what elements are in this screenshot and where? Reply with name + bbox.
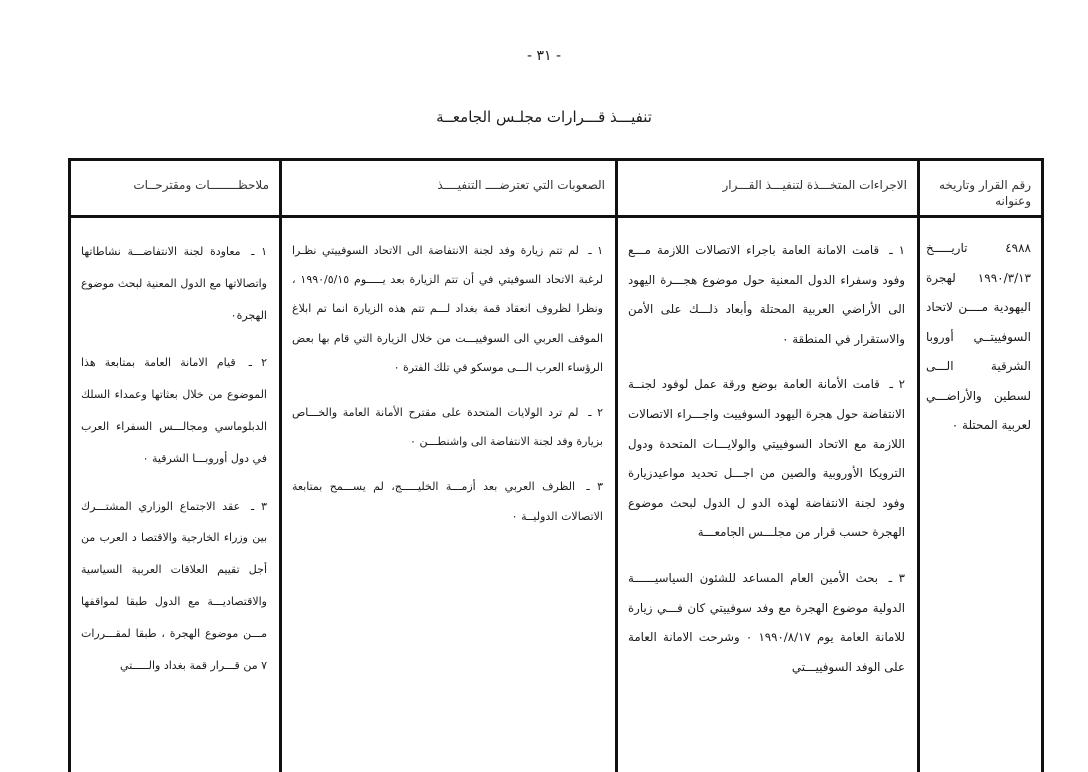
- difficulty-text: لم تتم زيارة وفد لجنة الانتفاضة الى الاتحاد السوفييتي نظـرا لرغبة الاتحاد السوفيتي في أن تتم الزيارة بعد يـــــوم ١٩٩٠/٥/١٥ ، ونظرا لظروف انعقاد قمة بغداد لـــم تتم هذه الزيارة انما تم ابلاغ الموقف العربي الى السوفييـــت من خلال الزيارة التي قام بها بعض الرؤساء العرب الـــى موسكو في تلك الفترة ٠: [292, 244, 604, 374]
- difficulty-text: الظرف العربي بعد أزمـــة الخليـــــج، لم يســـمح بمتابعة الاتصالات الدوليــة ٠: [292, 480, 603, 523]
- resolutions-table: [68, 158, 1044, 772]
- resolution-column: [917, 161, 1041, 772]
- remark-number: ٢ ـ: [248, 356, 267, 370]
- difficulty-item: [292, 236, 603, 382]
- difficulty-item: [292, 472, 603, 530]
- measure-item: [628, 370, 905, 548]
- remark-item: [81, 236, 267, 331]
- difficulties-cell: [282, 218, 615, 531]
- remark-text: قيام الامانة العامة بمتابعة هذا الموضوع من خلال بعثاتها وعمداء السلك الدبلوماسي ومجالـــس السفراء العرب في دول أوروبـــا الشرقية ٠: [81, 356, 267, 465]
- remark-number: ٣ ـ: [251, 499, 267, 513]
- resolution-text: ٤٩٨٨ تاريـــــخ ١٩٩٠/٣/١٣ لهجرة اليهودية مــــن لاتحاد السوفييتــي أوروبا الشرقية الـــى لسطين والأراضـــي لعربية المحتلة ٠: [926, 241, 1031, 432]
- difficulty-number: ٢ ـ: [588, 406, 603, 420]
- measure-number: ٣ ـ: [888, 570, 905, 585]
- document-title: تنفيـــذ قـــرارات مجلـس الجامعــة: [436, 108, 652, 126]
- measure-text: قامت الامانة العامة باجراء الاتصالات اللازمة مـــع وفود وسفراء الدول المعنية حول موضوع هجـــرة اليهود الى الأراضي العربية المحتلة وأبعاد ذلـــك على الأمن والاستقرار في المنطقة ٠: [628, 243, 905, 346]
- remarks-cell: [71, 218, 279, 681]
- remarks-column-header: ملاحظــــــــات ومقترحــات: [71, 161, 279, 218]
- measure-text: قامت الأمانة العامة بوضع ورقة عمل لوفود لجنــة الانتفاضة حول هجرة اليهود السوفييت واجـــراء الاتصالات اللازمة مع الاتحاد السوفييتي والولايـــات المتحدة ودول الترويكا الأوروبية والصين من اجـــل تحديد مواعيدزيارة وفود لجنة الانتفاضة لهذه الدو ل الدول لبحث موضوع الهجرة حسب قرار من مجلـــس الجامعـــة: [628, 377, 905, 540]
- measure-text: بحث الأمين العام المساعد للشئون السياسيــــــة الدولية موضوع الهجرة مع وفد سوفييتي كان فـــي زيارة للامانة العامة يوم ١٩٩٠/٨/١٧ ٠ وشرحت الامانة العامة على الوفد السوفييـــتي: [628, 570, 906, 674]
- remark-item: [81, 347, 267, 474]
- difficulty-number: ٣ ـ: [586, 480, 603, 494]
- difficulties-column-header: الصعوبات التي تعترضــــ التنفيــــذ: [282, 161, 615, 218]
- measures-column-header: الاجراءات المتخـــذة لتنفيـــذ القـــرار: [618, 161, 917, 218]
- measure-item: [628, 236, 905, 354]
- measure-item: [628, 564, 905, 682]
- measure-number: ١ ـ: [889, 243, 905, 257]
- measure-number: ٢ ـ: [889, 377, 906, 392]
- remark-text: عقد الاجتماع الوزاري المشتـــرك بين وزراء الخارجية والاقتصا د العرب من أجل تقييم العلاقات العربية السياسية والاقتصاديـــة مع الدول طبقا لمواقفها مـــن موضوع الهجرة ، طبقا لمقـــررات ٧ من قـــرار قمة بغداد والـــــتي: [81, 499, 267, 672]
- resolution-column-header: رقم القرار وتاريخه وعنوانه: [920, 161, 1041, 218]
- difficulty-number: ١ ـ: [588, 244, 603, 257]
- remark-item: [81, 491, 267, 682]
- difficulty-item: [292, 398, 603, 456]
- resolution-cell: [920, 218, 1041, 441]
- page-number: - ٣١ -: [526, 48, 562, 64]
- measures-column: [615, 161, 917, 772]
- measures-cell: [618, 218, 917, 682]
- difficulty-text: لم ترد الولايات المتحدة على مقترح الأمانة العامة والخـــاص بزيارة وفد لجنة الانتفاضة الى واشنطـــن ٠: [292, 406, 603, 449]
- remark-text: معاودة لجنة الانتفاضـــة نشاطاتها واتصالاتها مع الدول المعنية لبحث موضوع الهجرة٠: [81, 245, 267, 322]
- remarks-column: [71, 161, 279, 772]
- difficulties-column: [279, 161, 615, 772]
- remark-number: ١ ـ: [251, 245, 268, 258]
